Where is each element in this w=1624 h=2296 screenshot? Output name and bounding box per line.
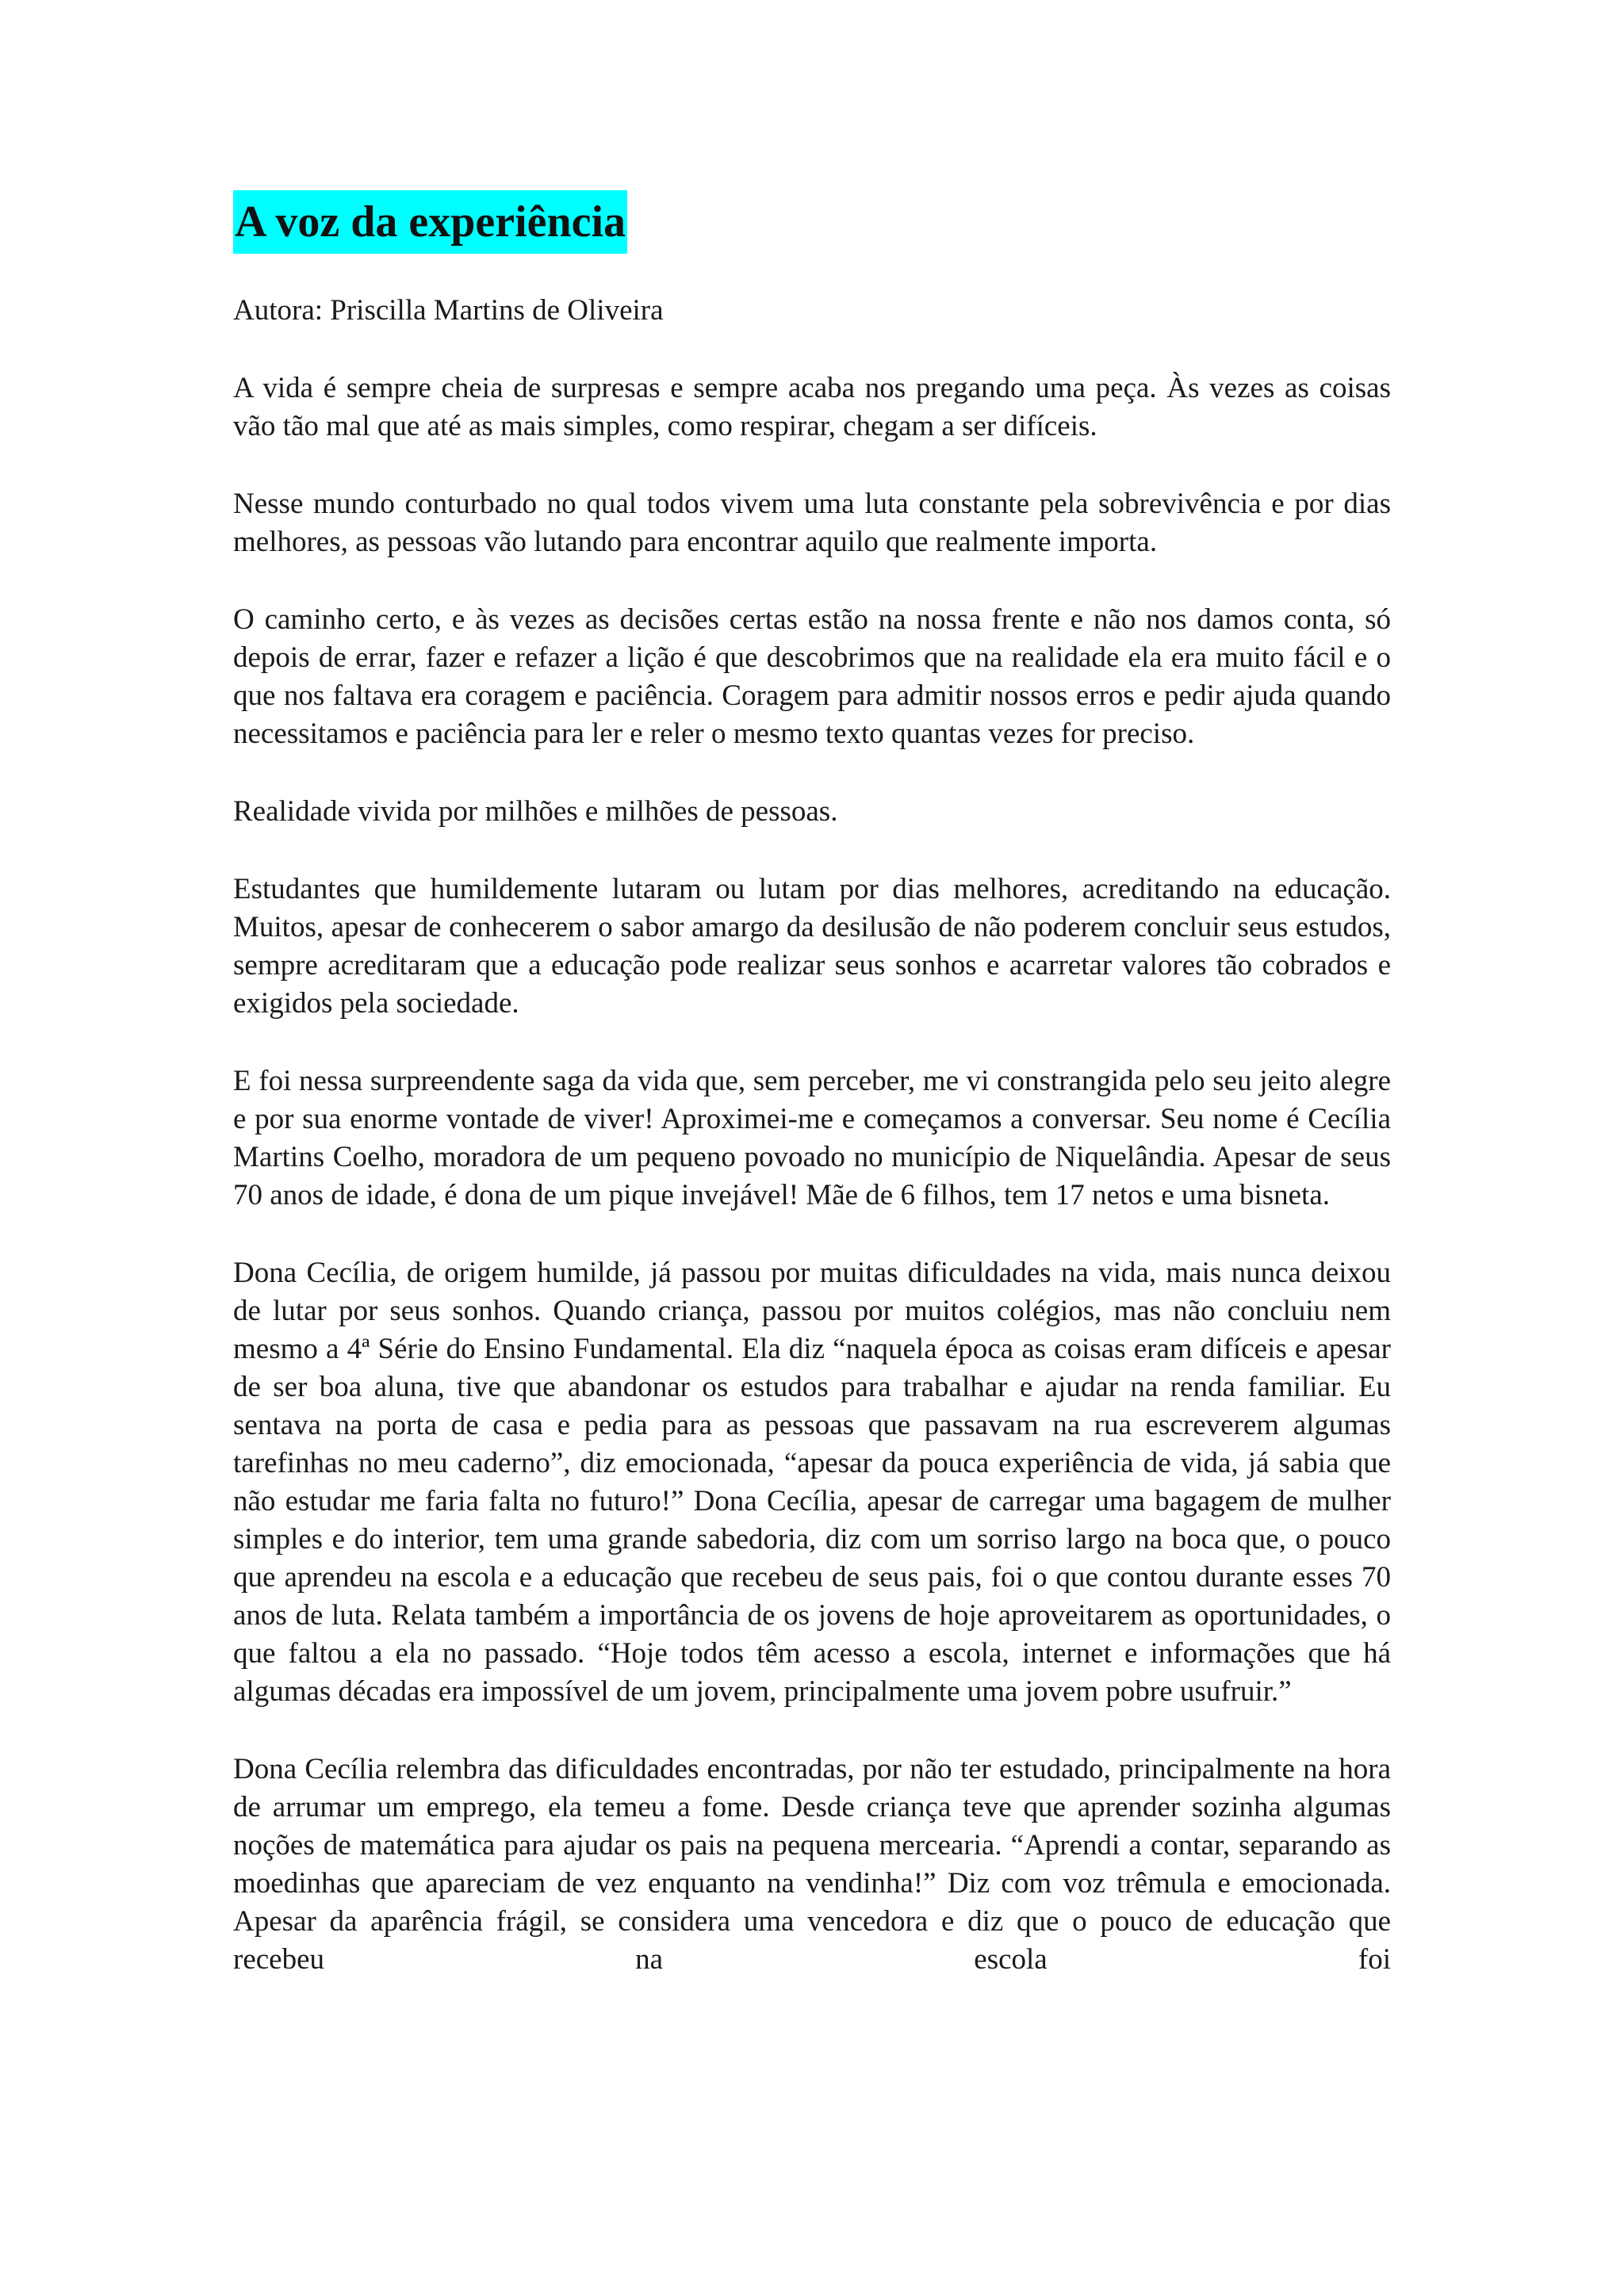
document-body [233,190,1391,1979]
author-line: Autora: Priscilla Martins de Oliveira [233,294,664,327]
paragraph-4: Realidade vivida por milhões e milhões de pessoas. [233,795,838,828]
paragraph-7: Dona Cecília, de origem humilde, já passou por muitas dificuldades na vida, mais nunca deixou de lutar por seus sonhos. Quando criança, passou por muitos colégios, mas não concluiu nem mesmo a 4ª Série do Ensino Fundamental. Ela diz “naquela época as coisas eram difíceis e apesar de ser boa aluna, tive que abandonar os estudos para trabalhar e ajudar na renda familiar. Eu sentava na porta de casa e pedia para as pessoas que passavam na rua escreverem algumas tarefinhas no meu caderno”, diz emocionada, “apesar da pouca experiência de vida, já sabia que não estudar me faria falta no futuro!” Dona Cecília, apesar de carregar uma bagagem de mulher simples e do interior, tem uma grande sabedoria, diz com um sorriso largo na boca que, o pouco que aprendeu na escola e a educação que recebeu de seus pais, foi o que contou durante esses 70 anos de luta. Relata também a importância de os jovens de hoje aproveitarem as oportunidades, o que faltou a ela no passado. “Hoje todos têm acesso a escola, internet e informações que há algumas décadas era impossível de um jovem, principalmente uma jovem pobre usufruir.” [233,1257,1391,1708]
document-title: A voz da experiência [233,190,627,254]
paragraph-1: A vida é sempre cheia de surpresas e sempre acaba nos pregando uma peça. Às vezes as coisas vão tão mal que até as mais simples, como respirar, chegam a ser difíceis. [233,372,1391,442]
paragraph-2: Nesse mundo conturbado no qual todos vivem uma luta constante pela sobrevivência e por dias melhores, as pessoas vão lutando para encontrar aquilo que realmente importa. [233,488,1391,558]
paragraph-5: Estudantes que humildemente lutaram ou lutam por dias melhores, acreditando na educação. Muitos, apesar de conhecerem o sabor amargo da desilusão de não poderem concluir seus estudos, sempre acreditaram que a educação pode realizar seus sonhos e acarretar valores tão cobrados e exigidos pela sociedade. [233,873,1391,1020]
paragraph-8: Dona Cecília relembra das dificuldades encontradas, por não ter estudado, principalmente na hora de arrumar um emprego, ela temeu a fome. Desde criança teve que aprender sozinha algumas noções de matemática para ajudar os pais na pequena mercearia. “Aprendi a contar, separando as moedinhas que apareciam de vez enquanto na vendinha!” Diz com voz trêmula e emocionada. Apesar da aparência frágil, se considera uma vencedora e diz que o pouco de educação que recebeu na escola foi [233,1753,1391,1976]
paragraph-3: O caminho certo, e às vezes as decisões certas estão na nossa frente e não nos damos conta, só depois de errar, fazer e refazer a lição é que descobrimos que na realidade ela era muito fácil e o que nos faltava era coragem e paciência. Coragem para admitir nossos erros e pedir ajuda quando necessitamos e paciência para ler e reler o mesmo texto quantas vezes for preciso. [233,603,1391,750]
paragraph-6: E foi nessa surpreendente saga da vida que, sem perceber, me vi constrangida pelo seu jeito alegre e por sua enorme vontade de viver! Aproximei-me e começamos a conversar. Seu nome é Cecília Martins Coelho, moradora de um pequeno povoado no município de Niquelândia. Apesar de seus 70 anos de idade, é dona de um pique invejável! Mãe de 6 filhos, tem 17 netos e uma bisneta. [233,1065,1391,1211]
title-block [233,190,1391,254]
